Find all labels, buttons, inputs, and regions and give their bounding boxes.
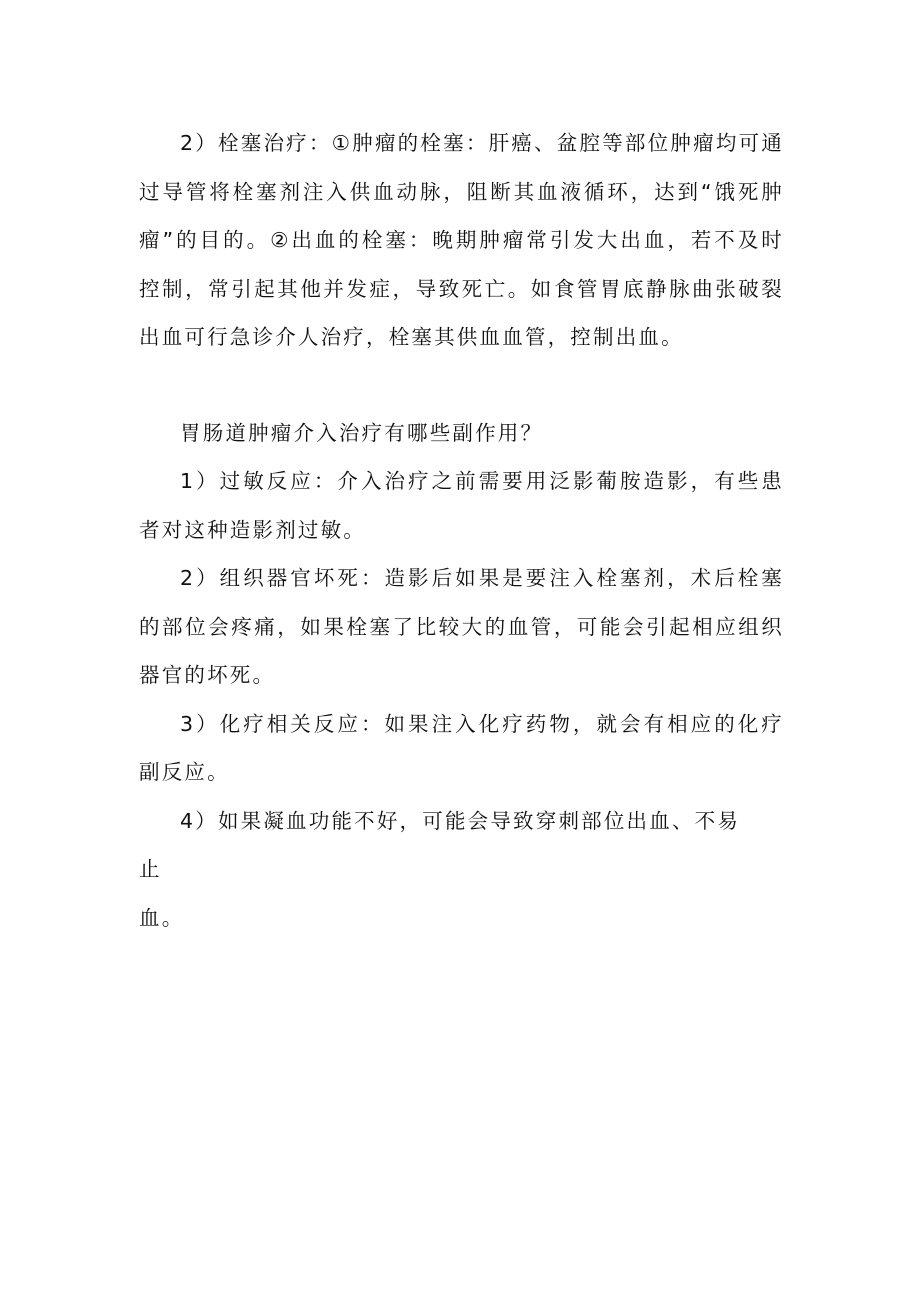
- paragraph-chemotherapy-reaction: 3）化疗相关反应：如果注入化疗药物，就会有相应的化疗副反应。: [139, 711, 784, 784]
- paragraph-coagulation-risk: 4）如果凝血功能不好，可能会导致穿刺部位出血、不易止: [139, 808, 741, 881]
- paragraph-allergic-reaction: 1）过敏反应：介入治疗之前需要用泛影葡胺造影，有些患者对这种造影剂过敏。: [139, 469, 784, 542]
- paragraph-embolization-treatment: 2）栓塞治疗：①肿瘤的栓塞：肝癌、盆腔等部位肿瘤均可通过导管将栓塞剂注入供血动脉，阻断其血液循环，达到“饿死肿瘤”的目的。②出血的栓塞：晚期肿瘤常引发大出血，若不及时控制，常引起其他并发症，导致死亡。如食管胃底静脉曲张破裂出血可行急诊介人治疗，栓塞其供血血管，控制出血。: [139, 131, 784, 349]
- paragraph-coagulation-risk-continuation: 血。: [139, 905, 185, 930]
- document-body: [139, 119, 784, 942]
- paragraph-tissue-necrosis: 2）组织器官坏死：造影后如果是要注入栓塞剂，术后栓塞的部位会疼痛，如果栓塞了比较大的血管，可能会引起相应组织器官的坏死。: [139, 566, 784, 687]
- section-question-side-effects: 胃肠道肿瘤介入治疗有哪些副作用？: [180, 420, 544, 445]
